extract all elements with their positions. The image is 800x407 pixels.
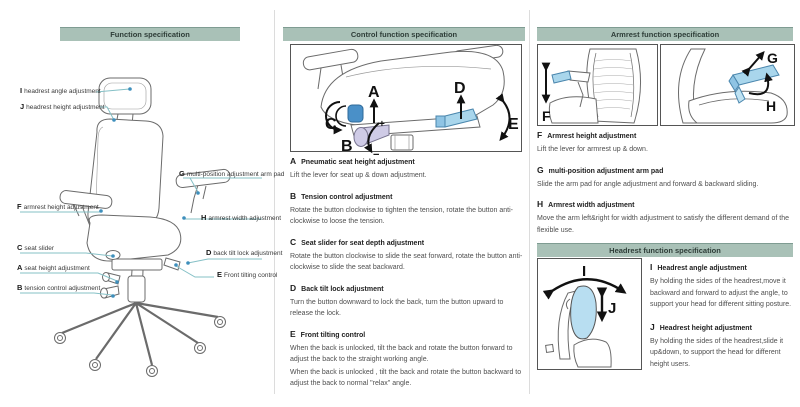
image-letter-h: H bbox=[766, 98, 777, 114]
section-b: B Tension control adjustment Rotate the button clockwise to tighten the tension, rotate the button anti-clockwise to loose the tension. bbox=[290, 190, 513, 225]
label-back-tilt-lock: D back tilt lock adjustment bbox=[206, 248, 283, 257]
section-header-armrest bbox=[537, 27, 793, 41]
armrest-height-drawing bbox=[538, 45, 657, 125]
diagram-letter-d: D bbox=[454, 80, 466, 97]
headrest-drawing bbox=[538, 259, 641, 369]
headrest-image bbox=[537, 258, 642, 370]
plus-symbol: + bbox=[379, 119, 385, 130]
image-letter-j: J bbox=[608, 300, 617, 317]
label-armrest-height: F armrest height adjustment bbox=[17, 202, 99, 211]
label-tension-control: B tension control adjustment bbox=[17, 283, 101, 292]
label-arm-pad: G multi-position adjustment arm pad bbox=[179, 169, 285, 178]
section-header-function-label: Function specification bbox=[110, 30, 190, 39]
label-headrest-angle: I headrest angle adjustment bbox=[20, 86, 101, 95]
diagram-letter-c: C bbox=[325, 116, 337, 133]
panel-divider-left bbox=[274, 10, 275, 394]
section-header-function bbox=[60, 27, 240, 41]
control-diagram-box bbox=[290, 44, 522, 161]
armrest-lever-blue bbox=[552, 71, 571, 83]
image-letter-f: F bbox=[542, 108, 551, 124]
section-c: C Seat slider for seat depth adjustment Rotate the button clockwise to slide the seat forward, rotate the button anti-clockwise to slide the seat backward. bbox=[290, 236, 523, 271]
arm-pad-drawing bbox=[661, 45, 794, 125]
label-headrest-height: J headrest height adjustment bbox=[20, 102, 105, 111]
section-e: E Front tilting control When the back is unlocked, tilt the back and rotate the button forward to adjust the back to the straight working angle. When the back is unlocked , tilt the back and rotate the button backward to adjust the back to normal "relax" angle. bbox=[290, 328, 522, 387]
panel-divider-right bbox=[529, 10, 530, 394]
section-header-headrest bbox=[537, 243, 793, 257]
armrest-height-image bbox=[537, 44, 658, 126]
control-sections bbox=[290, 156, 526, 399]
section-i: I Headrest angle adjustment By holding the sides of the headrest,move it backward and forward to adjust the angle, to support your head for different sitting posture. bbox=[650, 262, 792, 308]
section-d: D Back tilt lock adjustment Turn the button downward to lock the back, turn the button upward to release the lock. bbox=[290, 282, 504, 317]
section-header-control bbox=[283, 27, 525, 41]
diagram-letter-a: A bbox=[368, 84, 380, 101]
arm-pad-image bbox=[660, 44, 795, 126]
headrest-sections bbox=[650, 262, 793, 379]
image-letter-g: G bbox=[767, 50, 778, 66]
image-letter-i: I bbox=[582, 263, 587, 280]
control-diagram bbox=[291, 45, 521, 161]
section-header-armrest-label: Armrest function specification bbox=[610, 30, 720, 39]
label-seat-slider: C seat slider bbox=[17, 243, 55, 252]
armrest-sections bbox=[537, 130, 789, 245]
section-h: H Armrest width adjustment Move the arm left&right for width adjustment to satisfy the different demand of the flexible use. bbox=[537, 199, 789, 234]
label-seat-height: A seat height adjustment bbox=[17, 263, 90, 272]
diagram-letter-e: E bbox=[508, 116, 519, 133]
minus-symbol: − bbox=[373, 149, 380, 161]
section-g: G multi-position adjustment arm pad Slide the arm pad for angle adjustment and forward & backward sliding. bbox=[537, 164, 759, 188]
label-front-tilting: E Front tilting control bbox=[217, 270, 278, 279]
section-header-headrest-label: Headrest function specification bbox=[609, 246, 721, 255]
headrest-blue bbox=[571, 286, 597, 339]
section-header-control-label: Control function specification bbox=[350, 30, 458, 39]
seat-slider-knob bbox=[348, 105, 363, 122]
section-f: F Armrest height adjustment Lift the lever for armrest up & down. bbox=[537, 130, 648, 153]
slide-arrow-g bbox=[749, 53, 763, 69]
diagram-letter-b: B bbox=[341, 138, 353, 155]
section-a: A Pneumatic seat height adjustment Lift the lever for seat up & down adjustment. bbox=[290, 156, 427, 179]
section-j: J Headrest height adjustment By holding the sides of the headrest,slide it up&down, to support the head for different height users. bbox=[650, 321, 784, 368]
arm-pad-blue bbox=[733, 65, 779, 85]
label-armrest-width: H armrest width adjustment bbox=[201, 213, 282, 222]
